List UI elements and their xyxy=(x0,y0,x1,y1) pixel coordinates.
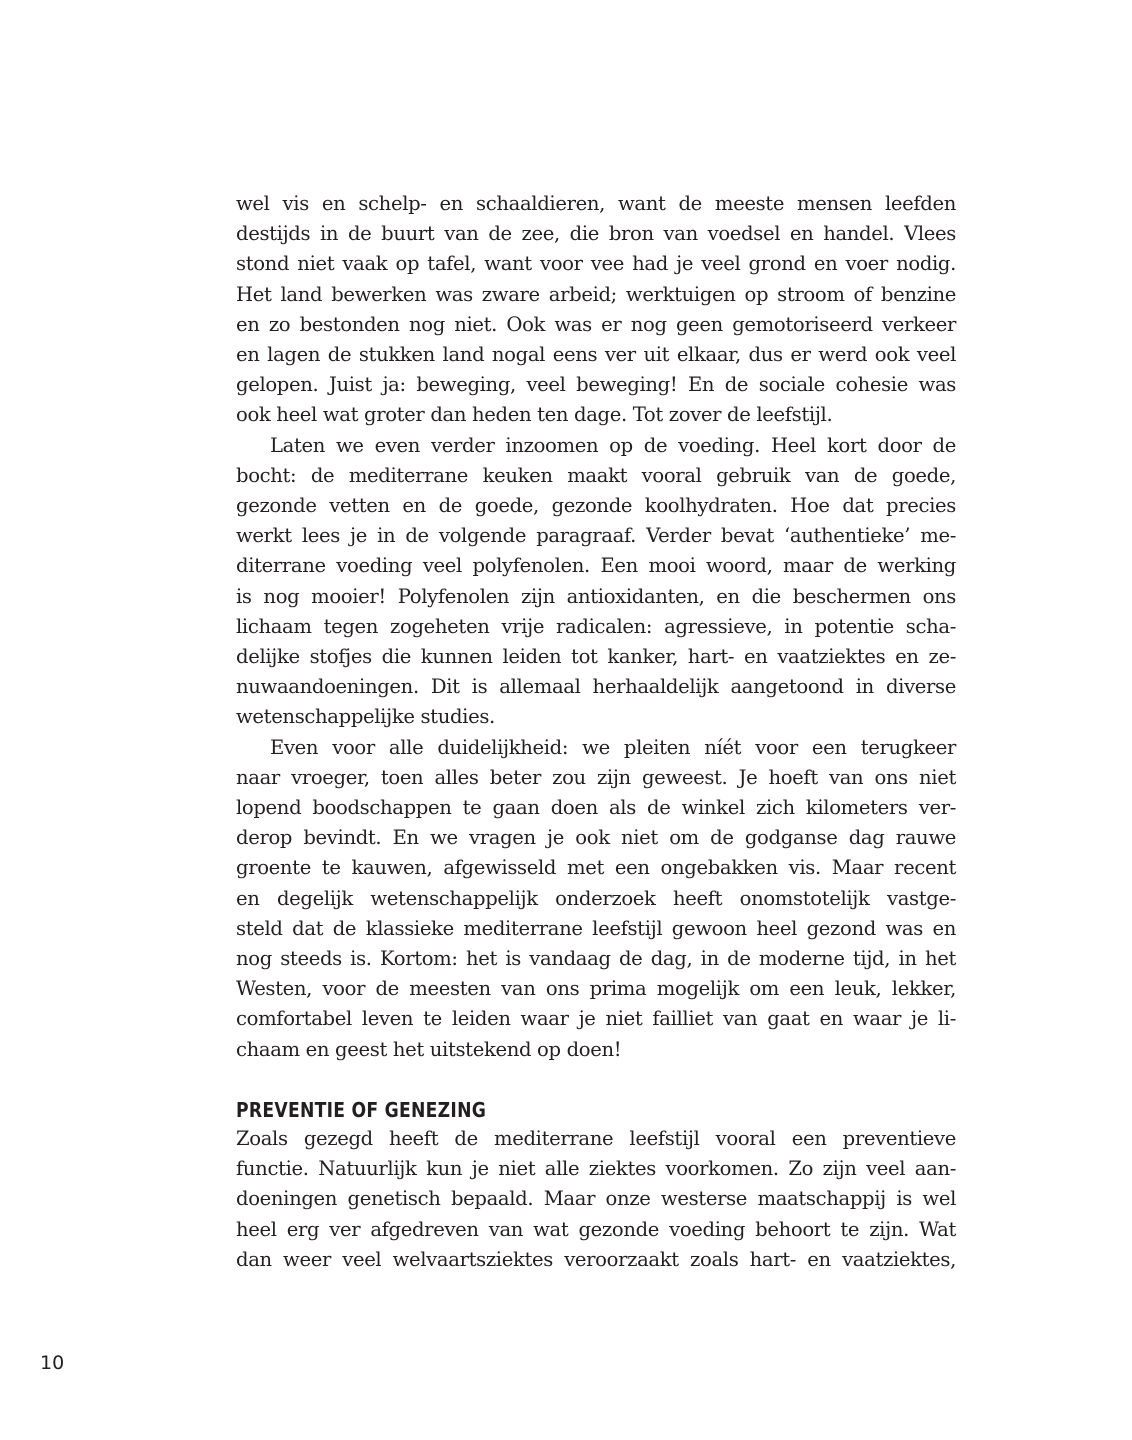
text-line: wetenschappelijke studies. xyxy=(236,705,495,729)
text-line: bocht: de mediterrane keuken maakt vooral gebruik van de goede, xyxy=(236,463,956,487)
text-line: werkt lees je in de volgende paragraaf. Verder bevat ‘authentieke’ me- xyxy=(236,524,956,548)
text-line: en degelijk wetenschappelijk onderzoek heeft onomstotelijk vastge- xyxy=(236,886,956,910)
text-line: Westen, voor de meesten van ons prima mogelijk om een leuk, lekker, xyxy=(236,977,956,1001)
text-line: lichaam tegen zogeheten vrije radicalen: agressieve, in potentie scha- xyxy=(236,614,956,638)
text-line: chaam en geest het uitstekend op doen! xyxy=(236,1037,622,1061)
text-line: lopend boodschappen te gaan doen als de winkel zich kilometers ver- xyxy=(236,796,956,820)
text-line: wel vis en schelp- en schaaldieren, want de meeste mensen leefden xyxy=(236,192,956,215)
text-line: naar vroeger, toen alles beter zou zijn geweest. Je hoeft van ons niet xyxy=(236,765,956,789)
text-line: en zo bestonden nog niet. Ook was er nog geen gemotoriseerd verkeer xyxy=(236,312,956,336)
text-line: is nog mooier! Polyfenolen zijn antioxidanten, en die beschermen ons xyxy=(236,584,956,608)
text-line: Het land bewerken was zware arbeid; werktuigen op stroom of benzine xyxy=(236,282,956,306)
text-line: stond niet vaak op tafel, want voor vee had je veel grond en voer nodig. xyxy=(236,252,956,276)
text-line: derop bevindt. En we vragen je ook niet om de godganse dag rauwe xyxy=(236,826,956,850)
text-line: groente te kauwen, afgewisseld met een ongebakken vis. Maar recent xyxy=(236,856,956,880)
text-line: Even voor alle duidelijkheid: we pleiten níét voor een terugkeer xyxy=(270,735,956,759)
text-line: destijds in de buurt van de zee, die bron van voedsel en handel. Vlees xyxy=(236,222,956,246)
text-line: heel erg ver afgedreven van wat gezonde voeding behoort te zijn. Wat xyxy=(236,1217,956,1241)
page-number: 10 xyxy=(40,1352,65,1374)
text-line: steld dat de klassieke mediterrane leefstijl gewoon heel gezond was en xyxy=(236,916,956,940)
text-line: functie. Natuurlijk kun je niet alle ziektes voorkomen. Zo zijn veel aan- xyxy=(236,1157,956,1181)
text-line: Laten we even verder inzoomen op de voeding. Heel kort door de xyxy=(270,433,956,457)
section-text xyxy=(236,1124,956,1275)
body-text xyxy=(236,189,956,1065)
text-line: gezonde vetten en de goede, gezonde koolhydraten. Hoe dat precies xyxy=(236,494,956,518)
text-line: comfortabel leven te leiden waar je niet failliet van gaat en waar je li- xyxy=(236,1007,956,1031)
text-line: delijke stofjes die kunnen leiden tot kanker, hart- en vaatziektes en ze- xyxy=(236,645,956,669)
text-line: nuwaandoeningen. Dit is allemaal herhaaldelijk aangetoond in diverse xyxy=(236,675,956,699)
text-line: gelopen. Juist ja: beweging, veel beweging! En de sociale cohesie was xyxy=(236,373,956,397)
text-line: en lagen de stukken land nogal eens ver uit elkaar, dus er werd ook veel xyxy=(236,343,956,367)
text-line: nog steeds is. Kortom: het is vandaag de dag, in de moderne tijd, in het xyxy=(236,947,956,971)
text-line: dan weer veel welvaartsziektes veroorzaakt zoals hart- en vaatziektes, xyxy=(236,1247,956,1271)
text-line: diterrane voeding veel polyfenolen. Een mooi woord, maar de werking xyxy=(236,554,956,578)
section-heading: PREVENTIE OF GENEZING xyxy=(236,1098,487,1122)
text-line: ook heel wat groter dan heden ten dage. Tot zover de leefstijl. xyxy=(236,403,833,427)
text-line: doeningen genetisch bepaald. Maar onze westerse maatschappij is wel xyxy=(236,1187,956,1211)
text-line: Zoals gezegd heeft de mediterrane leefstijl vooral een preventieve xyxy=(236,1127,956,1150)
